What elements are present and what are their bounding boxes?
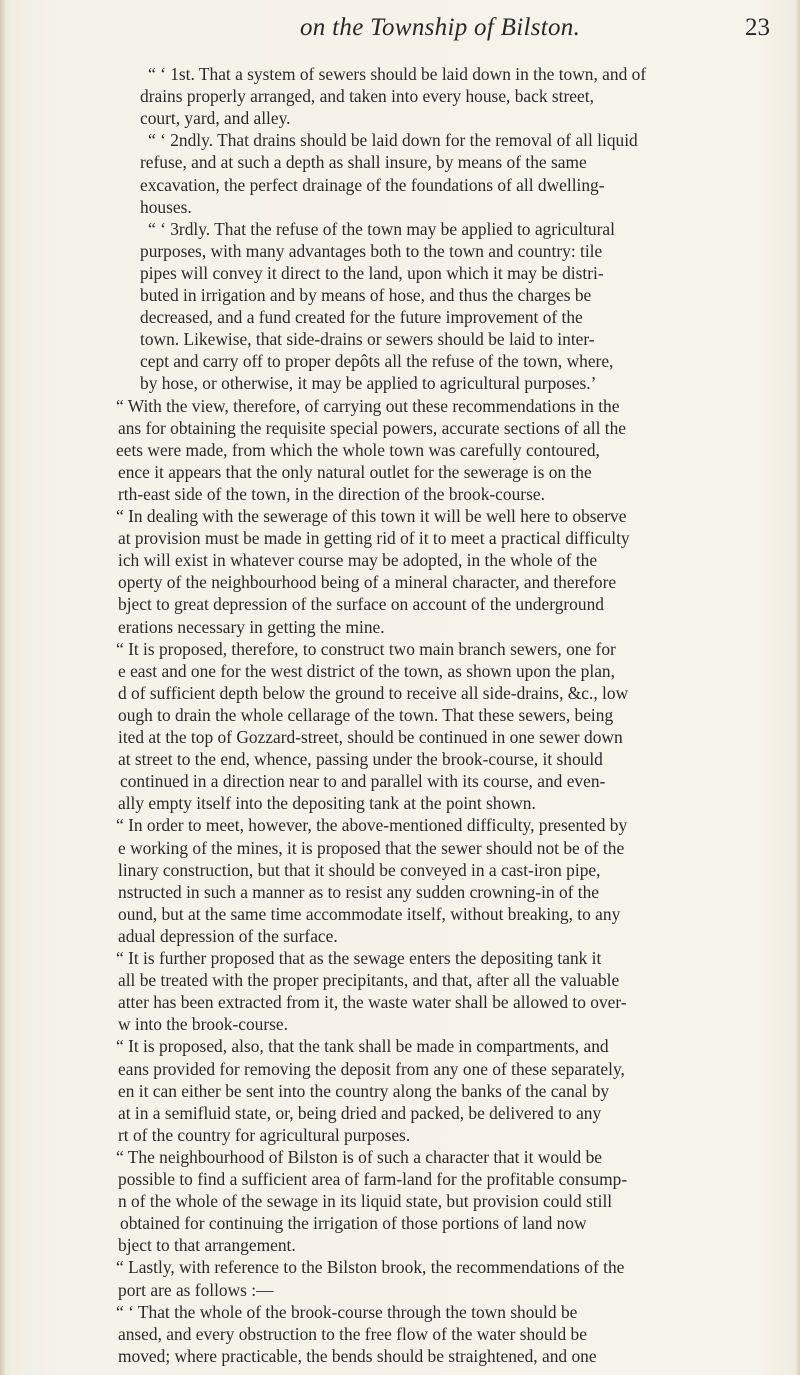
text-line: purposes, with many advantages both to the town and country: tile — [140, 240, 603, 261]
text-line: linary construction, but that it should be conveyed in a cast-iron pipe, — [118, 859, 601, 880]
text-line: rt of the country for agricultural purposes. — [118, 1124, 411, 1145]
text-line: “ ‘ 1st. That a system of sewers should be laid down in the town, and of — [148, 64, 647, 84]
text-line: ited at the top of Gozzard-street, should be continued in one sewer down — [118, 727, 623, 747]
text-line: court, yard, and alley. — [140, 108, 291, 129]
text-line: e working of the mines, it is proposed that the sewer should not be of the — [118, 837, 625, 858]
text-line: possible to find a sufficient area of farm-land for the profitable consump- — [118, 1169, 628, 1189]
text-line: at in a semifluid state, or, being dried and packed, be delivered to any — [118, 1102, 602, 1123]
text-line: e east and one for the west district of the town, as shown upon the plan, — [118, 660, 615, 681]
running-title: on the Township of Bilston. — [300, 14, 581, 41]
text-line: ich will exist in whatever course may be adopted, in the whole of the — [118, 550, 598, 571]
text-line: erations necessary in getting the mine. — [118, 616, 385, 637]
page-edge-shadow — [795, 0, 800, 1375]
text-line: w into the brook-course. — [118, 1014, 289, 1035]
text-line: ound, but at the same time accommodate itself, without breaking, to any — [118, 903, 621, 924]
text-line: “ It is further proposed that as the sewage enters the depositing tank it — [116, 948, 602, 968]
text-line: port are as follows :— — [118, 1279, 274, 1300]
text-line: “ It is proposed, also, that the tank shall be made in compartments, and — [116, 1036, 609, 1057]
text-line: d of sufficient depth below the ground to receive all side-drains, &c., low — [118, 682, 629, 703]
text-line: cept and carry off to proper depôts all the refuse of the town, where, — [140, 351, 614, 372]
text-line: excavation, the perfect drainage of the foundations of all dwelling- — [140, 174, 605, 195]
text-line: pipes will convey it direct to the land, upon which it may be distri- — [140, 262, 604, 283]
text-line: bject to that arrangement. — [118, 1235, 296, 1256]
text-line: at street to the end, whence, passing under the brook-course, it should — [118, 749, 603, 770]
text-line: operty of the neighbourhood being of a mineral character, and therefore — [118, 572, 617, 593]
text-line: “ With the view, therefore, of carrying out these recommendations in the — [116, 395, 620, 416]
text-line: “ Lastly, with reference to the Bilston brook, the recommendations of the — [116, 1257, 625, 1278]
text-line: ough to drain the whole cellarage of the town. That these sewers, being — [118, 704, 614, 725]
text-line: rth-east side of the town, in the direction of the brook-course. — [118, 483, 545, 504]
text-line: eets were made, from which the whole town was carefully contoured, — [116, 439, 600, 460]
text-line: atter has been extracted from it, the waste water shall be allowed to over- — [118, 992, 627, 1013]
text-line: town. Likewise, that side-drains or sewers should be laid to inter- — [140, 329, 595, 350]
text-line: nstructed in such a manner as to resist any sudden crowning-in of the — [118, 881, 600, 902]
text-line: ence it appears that the only natural outlet for the sewerage is on the — [118, 461, 592, 482]
text-line: “ In order to meet, however, the above-mentioned difficulty, presented by — [116, 815, 628, 836]
text-line: obtained for continuing the irrigation of those portions of land now — [120, 1213, 587, 1234]
text-line: decreased, and a fund created for the future improvement of the — [140, 307, 583, 328]
text-line: “ ‘ 2ndly. That drains should be laid down for the removal of all liquid — [148, 130, 638, 151]
page-number: 23 — [745, 14, 770, 41]
text-line: by hose, or otherwise, it may be applied to agricultural purposes.’ — [140, 373, 597, 394]
text-line: moved; where practicable, the bends should be straightened, and one — [118, 1345, 597, 1366]
text-line: ans for obtaining the requisite special powers, accurate sections of all the — [118, 417, 627, 438]
text-line: ally empty itself into the depositing tank at the point shown. — [118, 793, 536, 814]
text-line: buted in irrigation and by means of hose, and thus the charges be — [140, 285, 592, 305]
text-line: “ In dealing with the sewerage of this town it will be well here to observe — [116, 506, 627, 526]
text-line: houses. — [140, 196, 192, 217]
text-line: en it can either be sent into the country along the banks of the canal by — [118, 1080, 610, 1101]
text-line: bject to great depression of the surface on account of the underground — [118, 594, 604, 615]
text-line: drains properly arranged, and taken into every house, back street, — [140, 86, 594, 107]
text-line: “ The neighbourhood of Bilston is of such a character that it would be — [116, 1146, 603, 1167]
page-gutter-shadow — [0, 0, 6, 1375]
text-line: continued in a direction near to and parallel with its course, and even- — [120, 771, 606, 792]
text-line: all be treated with the proper precipitants, and that, after all the valuable — [118, 970, 620, 991]
text-line: adual depression of the surface. — [118, 925, 338, 946]
text-line: at provision must be made in getting rid of it to meet a practical difficulty — [118, 528, 630, 549]
text-line: eans provided for removing the deposit from any one of these separately, — [118, 1058, 625, 1079]
text-line: ansed, and every obstruction to the free flow of the water should be — [118, 1323, 587, 1344]
text-line: “ ‘ That the whole of the brook-course through the town should be — [116, 1301, 578, 1322]
text-line: “ ‘ 3rdly. That the refuse of the town may be applied to agricultural — [148, 218, 615, 239]
text-line: n of the whole of the sewage in its liquid state, but provision could still — [118, 1191, 613, 1212]
text-line: “ It is proposed, therefore, to construct two main branch sewers, one for — [116, 638, 616, 659]
text-line: refuse, and at such a depth as shall insure, by means of the same — [140, 152, 587, 173]
running-header — [300, 14, 780, 44]
